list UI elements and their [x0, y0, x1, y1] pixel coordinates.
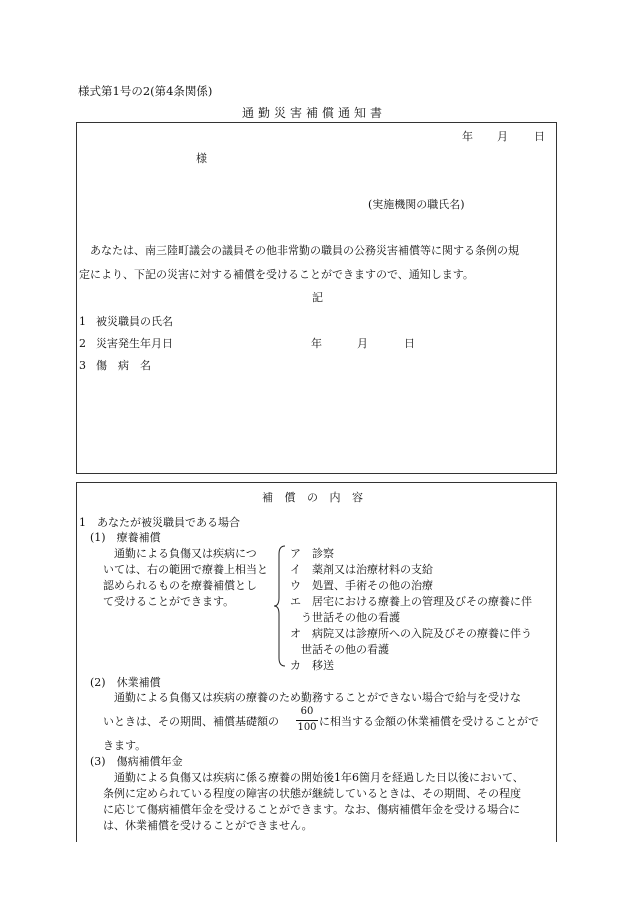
fraction-numerator: 60	[300, 706, 314, 717]
item-victim-name: 被災職員の氏名	[96, 315, 173, 328]
section1-heading: 1 あなたが被災職員である場合	[79, 516, 240, 529]
medical-left-line2: いては、右の範囲で療養上相当と	[103, 563, 268, 576]
form-number: 様式第1号の2(第4条関係)	[78, 84, 213, 98]
pension-line1: 通勤による負傷又は疾病に係る療養の開始後1年6箇月を経過した日以後において、	[114, 771, 524, 784]
medical-item-e: オ 病院又は診療所への入院及びその療養に伴う	[290, 627, 532, 640]
medical-item-e-cont: 世話その他の看護	[290, 643, 389, 656]
agency-official: (実施機関の職氏名)	[368, 198, 465, 211]
medical-item-f: カ 移送	[290, 659, 334, 672]
leave-line3: きます。	[103, 739, 147, 752]
medical-item-d: エ 居宅における療養上の管理及びその療養に伴	[290, 595, 532, 608]
addressee-honorific: 様	[196, 152, 207, 165]
fraction-line	[296, 720, 318, 721]
leave-line1: 通勤による負傷又は疾病の療養のため勤務することができない場合で給与を受けな	[114, 691, 521, 704]
accident-date-day: 日	[404, 337, 415, 350]
ki-heading: 記	[312, 291, 323, 304]
issue-date-month: 月	[497, 130, 508, 143]
leave-heading: (2) 休業補償	[90, 676, 161, 689]
item-number-1: 1	[79, 315, 86, 328]
accident-date-year: 年	[311, 337, 322, 350]
medical-brace	[272, 544, 288, 668]
document-title: 通勤災害補償通知書	[242, 106, 387, 120]
medical-left-line1: 通勤による負傷又は疾病につ	[114, 547, 257, 560]
medical-item-a: ア 診察	[290, 547, 334, 560]
issue-date-day: 日	[534, 130, 545, 143]
accident-date-month: 月	[357, 337, 368, 350]
pension-line3: に応じて傷病補償年金を受けることができます。なお、傷病補償年金を受ける場合に	[103, 803, 521, 816]
leave-line2-post: に相当する金額の休業補償を受けることがで	[319, 715, 539, 728]
item-injury-name: 傷 病 名	[96, 359, 151, 372]
content-heading: 補 償 の 内 容	[262, 491, 367, 504]
notice-body-line1: あなたは、南三陸町議会の議員その他非常勤の職員の公務災害補償等に関する条例の規	[90, 244, 519, 257]
item-accident-date: 災害発生年月日	[96, 337, 173, 350]
item-number-2: 2	[79, 337, 86, 350]
fraction-denominator: 100	[297, 722, 317, 733]
pension-heading: (3) 傷病補償年金	[90, 755, 183, 768]
leave-line2-pre: いときは、その期間、補償基礎額の	[103, 715, 279, 728]
medical-item-b: イ 薬剤又は治療材料の支給	[290, 563, 433, 576]
item-number-3: 3	[79, 359, 86, 372]
medical-heading: (1) 療養補償	[90, 531, 161, 544]
medical-item-d-cont: う世話その他の看護	[290, 611, 400, 624]
medical-left-line4: て受けることができます。	[103, 595, 235, 608]
issue-date-year: 年	[462, 130, 473, 143]
medical-item-c: ウ 処置、手術その他の治療	[290, 579, 433, 592]
notice-body-line2: 定により、下記の災害に対する補償を受けることができますので、通知します。	[79, 268, 474, 281]
pension-line2: 条例に定められている程度の障害の状態が継続しているときは、その期間、その程度	[103, 787, 521, 800]
medical-left-line3: 認められるものを療養補償とし	[103, 579, 257, 592]
pension-line4: は、休業補償を受けることができません。	[103, 819, 313, 832]
